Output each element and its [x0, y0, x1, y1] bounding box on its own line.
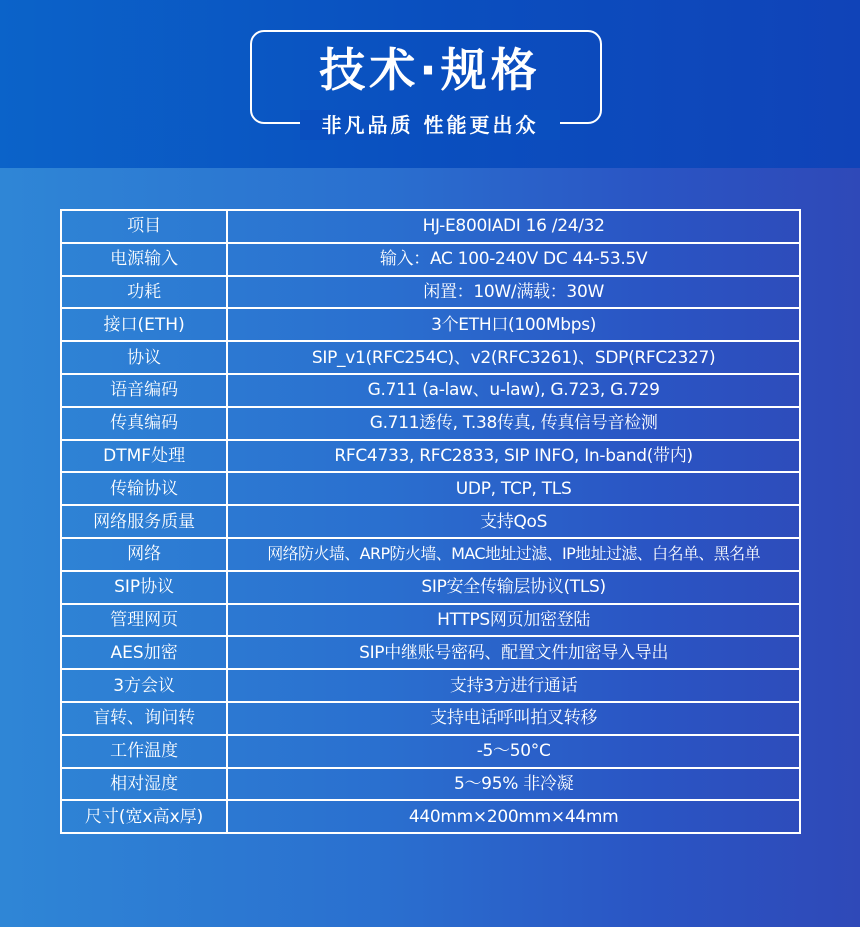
- spec-label: 网络服务质量: [61, 505, 227, 538]
- spec-value: 440mm×200mm×44mm: [227, 800, 800, 833]
- table-row: [61, 407, 800, 440]
- spec-value: 输入：AC 100-240V DC 44-53.5V: [227, 243, 800, 276]
- table-row: [61, 505, 800, 538]
- spec-label: 盲转、询问转: [61, 702, 227, 735]
- spec-value: SIP中继账号密码、配置文件加密导入导出: [227, 636, 800, 669]
- spec-value: HJ-E800IADI 16 /24/32: [227, 210, 800, 243]
- spec-label: 功耗: [61, 276, 227, 309]
- page-subtitle: 非凡品质 性能更出众: [321, 113, 539, 137]
- spec-label: 传真编码: [61, 407, 227, 440]
- spec-value: -5～50°C: [227, 735, 800, 768]
- spec-label: 工作温度: [61, 735, 227, 768]
- table-row: [61, 571, 800, 604]
- table-row: [61, 210, 800, 243]
- spec-label: 电源输入: [61, 243, 227, 276]
- table-row: [61, 440, 800, 473]
- spec-value: 支持电话呼叫拍叉转移: [227, 702, 800, 735]
- table-row: [61, 538, 800, 571]
- spec-value: 支持3方进行通话: [227, 669, 800, 702]
- spec-label: 传输协议: [61, 472, 227, 505]
- spec-value: G.711 (a-law、u-law), G.723, G.729: [227, 374, 800, 407]
- spec-label: 接口(ETH): [61, 308, 227, 341]
- spec-value: HTTPS网页加密登陆: [227, 604, 800, 637]
- table-row: [61, 341, 800, 374]
- table-row: [61, 735, 800, 768]
- table-row: [61, 374, 800, 407]
- table-row: [61, 669, 800, 702]
- spec-label: SIP协议: [61, 571, 227, 604]
- spec-label: 项目: [61, 210, 227, 243]
- spec-label: 相对湿度: [61, 768, 227, 801]
- table-row: [61, 768, 800, 801]
- table-row: [61, 604, 800, 637]
- table-row: [61, 276, 800, 309]
- spec-label: DTMF处理: [61, 440, 227, 473]
- spec-value: 闲置：10W/满载：30W: [227, 276, 800, 309]
- spec-table: [60, 209, 801, 834]
- spec-label: 管理网页: [61, 604, 227, 637]
- table-row: [61, 243, 800, 276]
- spec-value: 3个ETH口(100Mbps): [227, 308, 800, 341]
- table-row: [61, 472, 800, 505]
- table-row: [61, 308, 800, 341]
- spec-label: 尺寸(宽x高x厚): [61, 800, 227, 833]
- spec-value: 5～95% 非冷凝: [227, 768, 800, 801]
- spec-value: 网络防火墙、ARP防火墙、MAC地址过滤、IP地址过滤、白名单、黑名单: [227, 538, 800, 571]
- table-row: [61, 636, 800, 669]
- table-row: [61, 800, 800, 833]
- spec-label: 语音编码: [61, 374, 227, 407]
- spec-label: 网络: [61, 538, 227, 571]
- spec-value: UDP, TCP, TLS: [227, 472, 800, 505]
- spec-value: SIP安全传输层协议(TLS): [227, 571, 800, 604]
- spec-label: AES加密: [61, 636, 227, 669]
- table-row: [61, 702, 800, 735]
- spec-value: 支持QoS: [227, 505, 800, 538]
- spec-label: 3方会议: [61, 669, 227, 702]
- spec-value: RFC4733, RFC2833, SIP INFO, In-band(带内): [227, 440, 800, 473]
- page-title: 技术·规格: [319, 43, 541, 97]
- spec-value: G.711透传, T.38传真, 传真信号音检测: [227, 407, 800, 440]
- spec-value: SIP_v1(RFC254C)、v2(RFC3261)、SDP(RFC2327): [227, 341, 800, 374]
- spec-label: 协议: [61, 341, 227, 374]
